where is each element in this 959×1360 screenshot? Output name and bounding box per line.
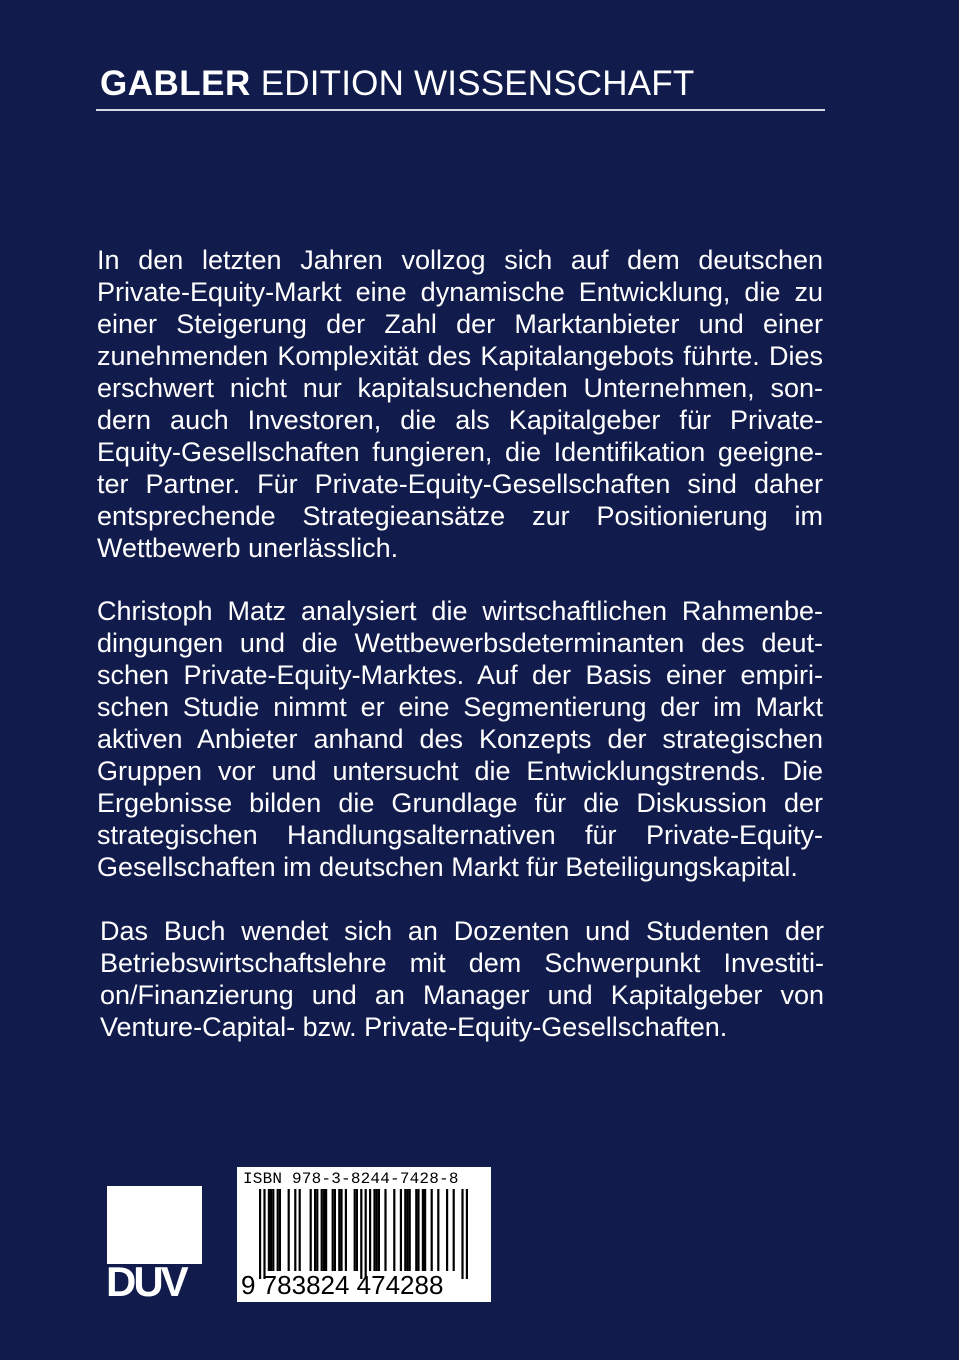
barcode-bar [356, 1189, 358, 1271]
barcode-bar [345, 1189, 347, 1271]
barcode-bar [404, 1189, 406, 1271]
blurb-paragraph-3: Das Buch wendet sich an Dozenten und Studenten der Betriebswirtschaftslehre mit dem Schwerpunkt Investition/Finanzierung und an Manager und Kapitalgeber von Venture-Capital- bzw. Private-Equity-Gesellschaften. [100, 916, 824, 1042]
barcode-bar [415, 1189, 417, 1271]
barcode-bar [338, 1189, 340, 1271]
barcode-bar [466, 1189, 468, 1279]
barcode-bar [446, 1189, 448, 1271]
barcode-bar [393, 1189, 395, 1271]
barcode-bar [316, 1189, 318, 1271]
barcode-bar [310, 1189, 312, 1271]
barcode-bar [409, 1189, 411, 1271]
barcode-bar [272, 1189, 274, 1271]
series-title [100, 64, 694, 104]
barcode-bar [406, 1189, 408, 1271]
barcode-bar [453, 1189, 455, 1271]
publisher-logo [107, 1186, 204, 1304]
barcode [237, 1167, 491, 1302]
barcode-bar [332, 1189, 334, 1271]
barcode-bar [378, 1189, 380, 1271]
barcode-bar [431, 1189, 433, 1271]
barcode-bar [294, 1189, 296, 1271]
barcode-bar [369, 1189, 371, 1271]
series-title-rule [96, 109, 825, 111]
barcode-bar [424, 1189, 426, 1271]
barcode-bar [422, 1189, 424, 1271]
barcode-bar [365, 1189, 367, 1279]
barcode-bar [334, 1189, 336, 1271]
barcode-bar [461, 1189, 463, 1279]
barcode-bar [354, 1189, 356, 1271]
barcode-bar [268, 1189, 270, 1271]
blurb-paragraph-1: In den letzten Jahren vollzog sich auf dem deutschen Private-Equity-Markt eine dynamische Entwicklung, die zu einer Steigerung der Zahl der Marktanbieter und einer zunehmenden Komplexität des Kapitalangebots führte. Dies erschwert nicht nur kapitalsuchenden Unternehmen, sondern auch Investoren, die als Kapitalgeber für Private-Equity-Gesellschaften fungieren, die Identifikation geeigneter Partner. Für Private-Equity-Gesellschaften sind daher entsprechende Strategieansätze zur Positionierung im Wettbewerb unerlässlich. [97, 245, 823, 563]
barcode-bar [321, 1189, 323, 1271]
blurb-paragraph-2: Christoph Matz analysiert die wirtschaftlichen Rahmenbedingungen und die Wettbewerbsdeterminanten des deutschen Private-Equity-Marktes. Auf der Basis einer empirischen Studie nimmt er eine Segmentierung der im Markt aktiven Anbieter anhand des Konzepts der strategischen Gruppen vor und untersucht die Entwicklungstrends. Die Ergebnisse bilden die Grundlage für die Diskussion der strategischen Handlungsalternativen für Private-Equity-Gesellschaften im deutschen Markt für Beteiligungskapital. [97, 596, 823, 882]
publisher-logo-text: DUV [106, 1258, 186, 1305]
barcode-bar [384, 1189, 386, 1271]
barcode-bar [277, 1189, 279, 1271]
barcode-bar [314, 1189, 316, 1271]
barcode-bar [288, 1189, 290, 1271]
barcode-bar [270, 1189, 272, 1271]
barcode-bar [376, 1189, 378, 1271]
publisher-logo-block [107, 1186, 202, 1264]
barcode-bar [400, 1189, 402, 1271]
isbn-label: ISBN 978-3-8244-7428-8 [243, 1170, 459, 1188]
barcode-bar [279, 1189, 281, 1271]
barcode-bar [360, 1189, 362, 1279]
barcode-bar [340, 1189, 342, 1271]
barcode-bar [263, 1189, 265, 1279]
barcode-bar [259, 1189, 261, 1279]
barcode-bar [299, 1189, 301, 1271]
ean-digits: 9 783824 474288 [241, 1270, 444, 1300]
barcode-bar [417, 1189, 419, 1271]
barcode-bar [323, 1189, 325, 1271]
series-title-publisher: GABLER [100, 64, 251, 103]
barcode-bar [373, 1189, 375, 1271]
barcode-bar [325, 1189, 327, 1271]
barcode-bar [437, 1189, 439, 1271]
series-title-edition: EDITION WISSENSCHAFT [260, 64, 695, 103]
